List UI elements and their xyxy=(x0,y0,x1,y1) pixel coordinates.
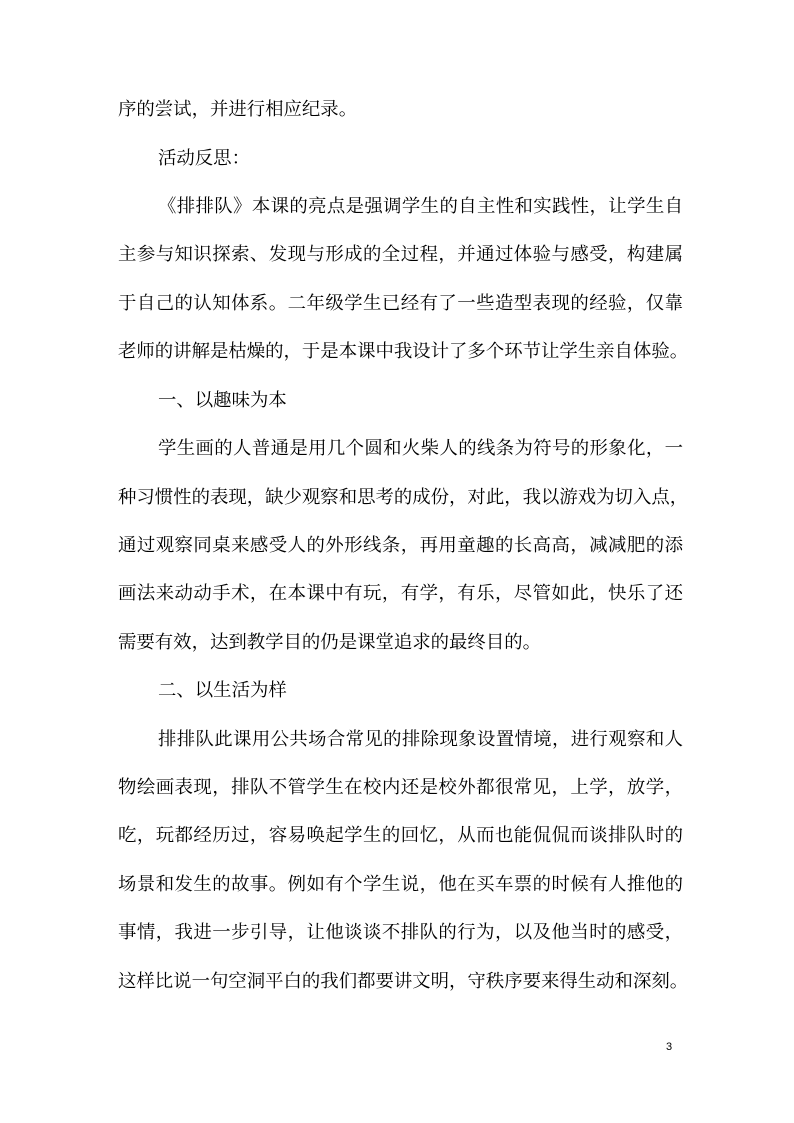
text-line: 排排队此课用公共场合常见的排除现象设置情境，进行观察和人 xyxy=(158,729,683,750)
text-line: 《排排队》本课的亮点是强调学生的自主性和实践性，让学生自 xyxy=(158,196,683,217)
text-line: 通过观察同桌来感受人的外形线条，再用童趣的长高高，减减肥的添 xyxy=(118,535,683,556)
text-line: 这样比说一句空洞平白的我们都要讲文明，守秩序要来得生动和深刻。 xyxy=(118,971,689,992)
text-line: 需要有效，达到教学目的仍是课堂追求的最终目的。 xyxy=(118,632,541,653)
text-line: 吃，玩都经历过，容易唤起学生的回忆，从而也能侃侃而谈排队时的 xyxy=(118,825,683,846)
text-line: 于自己的认知体系。二年级学生已经有了一些造型表现的经验，仅靠 xyxy=(118,293,683,314)
text-line: 物绘画表现，排队不管学生在校内还是校外都很常见，上学，放学， xyxy=(118,777,683,798)
text-line: 画法来动动手术，在本课中有玩，有学，有乐，尽管如此，快乐了还 xyxy=(118,583,683,604)
page-number: 3 xyxy=(666,1041,673,1053)
text-line: 场景和发生的故事。例如有个学生说，他在买车票的时候有人推他的 xyxy=(118,874,683,895)
text-line: 事情，我进一步引导，让他谈谈不排队的行为，以及他当时的感受， xyxy=(118,922,683,943)
text-line: 老师的讲解是枯燥的，于是本课中我设计了多个环节让学生亲自体验。 xyxy=(118,341,689,362)
section-heading: 活动反思： xyxy=(158,148,250,169)
text-line: 种习惯性的表现，缺少观察和思考的成份，对此，我以游戏为切入点， xyxy=(118,487,689,508)
text-line: 主参与知识探索、发现与形成的全过程，并通过体验与感受，构建属 xyxy=(118,244,683,265)
section-heading: 一、以趣味为本 xyxy=(158,390,287,411)
text-line: 学生画的人普通是用几个圆和火柴人的线条为符号的形象化，一 xyxy=(158,438,683,459)
section-heading: 二、以生活为样 xyxy=(158,680,287,701)
text-line: 序的尝试，并进行相应纪录。 xyxy=(118,99,358,120)
